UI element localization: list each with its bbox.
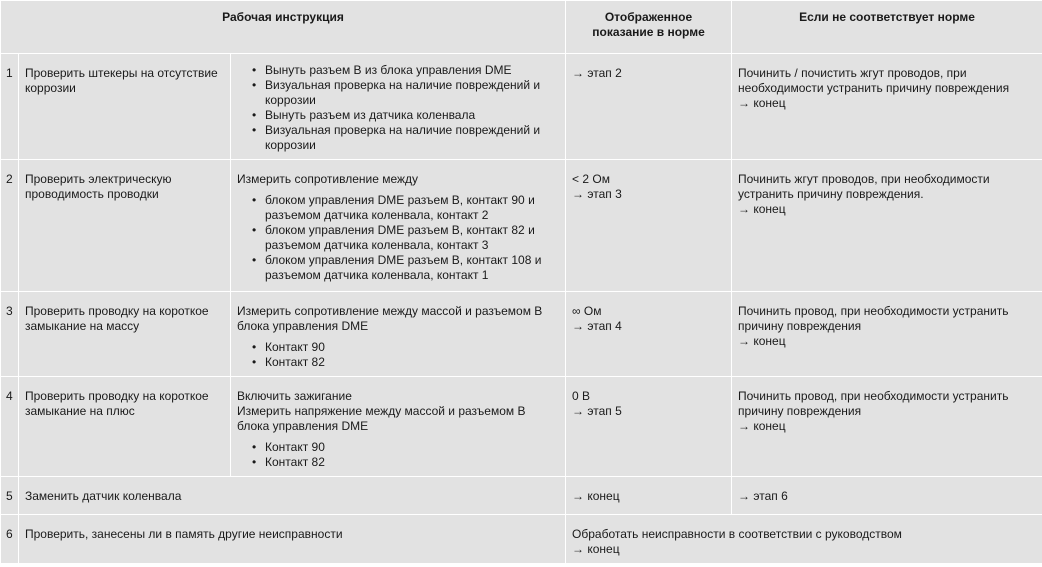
step-not-normal	[732, 477, 1042, 515]
procedure-item: • Вынуть разъем из датчика коленвала	[237, 108, 561, 123]
table-row	[1, 54, 1042, 160]
fix-line: Починить провод, при необходимости устранить причину повреждения	[738, 389, 1009, 418]
step-task: Заменить датчик коленвала	[19, 477, 566, 515]
step-number: 2	[1, 160, 19, 292]
normal-line: → этап 5	[572, 404, 622, 418]
header-normal: Отображенное показание в норме	[566, 1, 732, 54]
step-number: 3	[1, 292, 19, 377]
step-procedure	[231, 54, 566, 160]
normal-line: → этап 4	[572, 319, 622, 333]
step-number: 1	[1, 54, 19, 160]
table-row	[1, 160, 1042, 292]
procedure-item: • Контакт 90	[237, 340, 561, 355]
fix-line: Починить провод, при необходимости устранить причину повреждения	[738, 304, 1009, 333]
normal-line: ∞ Ом	[572, 304, 602, 318]
step-normal	[566, 377, 732, 477]
step-task: Проверить штекеры на отсутствие коррозии	[19, 54, 231, 160]
step-normal	[566, 54, 732, 160]
procedure-item: • блоком управления DME разъем B, контакт 82 и разъемом датчика коленвала, контакт 3	[237, 223, 561, 253]
procedure-item: • Контакт 82	[237, 455, 561, 470]
step-number: 6	[1, 515, 19, 564]
step-task: Проверить электрическую проводимость проводки	[19, 160, 231, 292]
step-procedure	[231, 377, 566, 477]
procedure-item: • Вынуть разъем B из блока управления DME	[237, 63, 561, 78]
procedure-item: • Контакт 90	[237, 440, 561, 455]
step-normal	[566, 292, 732, 377]
header-not-normal: Если не соответствует норме	[732, 1, 1042, 54]
combined-line: Обработать неисправности в соответствии с руководством	[572, 527, 902, 541]
normal-line: 0 В	[572, 389, 591, 403]
table-row	[1, 377, 1042, 477]
fix-line: → этап 6	[738, 489, 788, 503]
table-row	[1, 515, 1042, 564]
step-not-normal	[732, 54, 1042, 160]
procedure-intro: Измерить сопротивление между массой и разъемом B блока управления DME	[237, 304, 543, 333]
normal-line: → этап 2	[572, 66, 622, 80]
step-number: 4	[1, 377, 19, 477]
procedure-list	[237, 63, 561, 153]
fix-line: Починить / почистить жгут проводов, при необходимости устранить причину повреждения	[738, 66, 1010, 95]
procedure-item: • блоком управления DME разъем B, контакт 108 и разъемом датчика коленвала, контакт 1	[237, 253, 561, 283]
combined-line: → конец	[572, 542, 620, 556]
fix-line: → конец	[738, 202, 786, 216]
fix-line: → конец	[738, 334, 786, 348]
procedure-list	[237, 440, 561, 470]
procedure-item: • Визуальная проверка на наличие повреждений и коррозии	[237, 78, 561, 108]
step-task: Проверить проводку на короткое замыкание на массу	[19, 292, 231, 377]
procedure-list	[237, 193, 561, 283]
header-instruction: Рабочая инструкция	[1, 1, 566, 54]
step-combined	[566, 515, 1042, 564]
step-not-normal	[732, 160, 1042, 292]
procedure-list	[237, 340, 561, 370]
procedure-item: • Визуальная проверка на наличие повреждений и коррозии	[237, 123, 561, 153]
normal-line: < 2 Ом	[572, 172, 610, 186]
step-procedure	[231, 292, 566, 377]
normal-line: → конец	[572, 489, 620, 503]
step-task: Проверить проводку на короткое замыкание на плюс	[19, 377, 231, 477]
procedure-item: • блоком управления DME разъем B, контакт 90 и разъемом датчика коленвала, контакт 2	[237, 193, 561, 223]
procedure-intro: Измерить сопротивление между	[237, 172, 419, 186]
step-number: 5	[1, 477, 19, 515]
table-row	[1, 292, 1042, 377]
procedure-item: • Контакт 82	[237, 355, 561, 370]
fix-line: → конец	[738, 96, 786, 110]
normal-line: → этап 3	[572, 187, 622, 201]
step-normal	[566, 477, 732, 515]
procedure-intro: Измерить напряжение между массой и разъемом B блока управления DME	[237, 404, 526, 433]
fix-line: → конец	[738, 419, 786, 433]
step-procedure	[231, 160, 566, 292]
fix-line: Починить жгут проводов, при необходимости устранить причину повреждения.	[738, 172, 990, 201]
step-normal	[566, 160, 732, 292]
table-header-row	[1, 1, 1042, 54]
table-row	[1, 477, 1042, 515]
step-not-normal	[732, 292, 1042, 377]
procedure-intro: Включить зажигание	[237, 389, 352, 403]
step-task: Проверить, занесены ли в память другие неисправности	[19, 515, 566, 564]
step-not-normal	[732, 377, 1042, 477]
